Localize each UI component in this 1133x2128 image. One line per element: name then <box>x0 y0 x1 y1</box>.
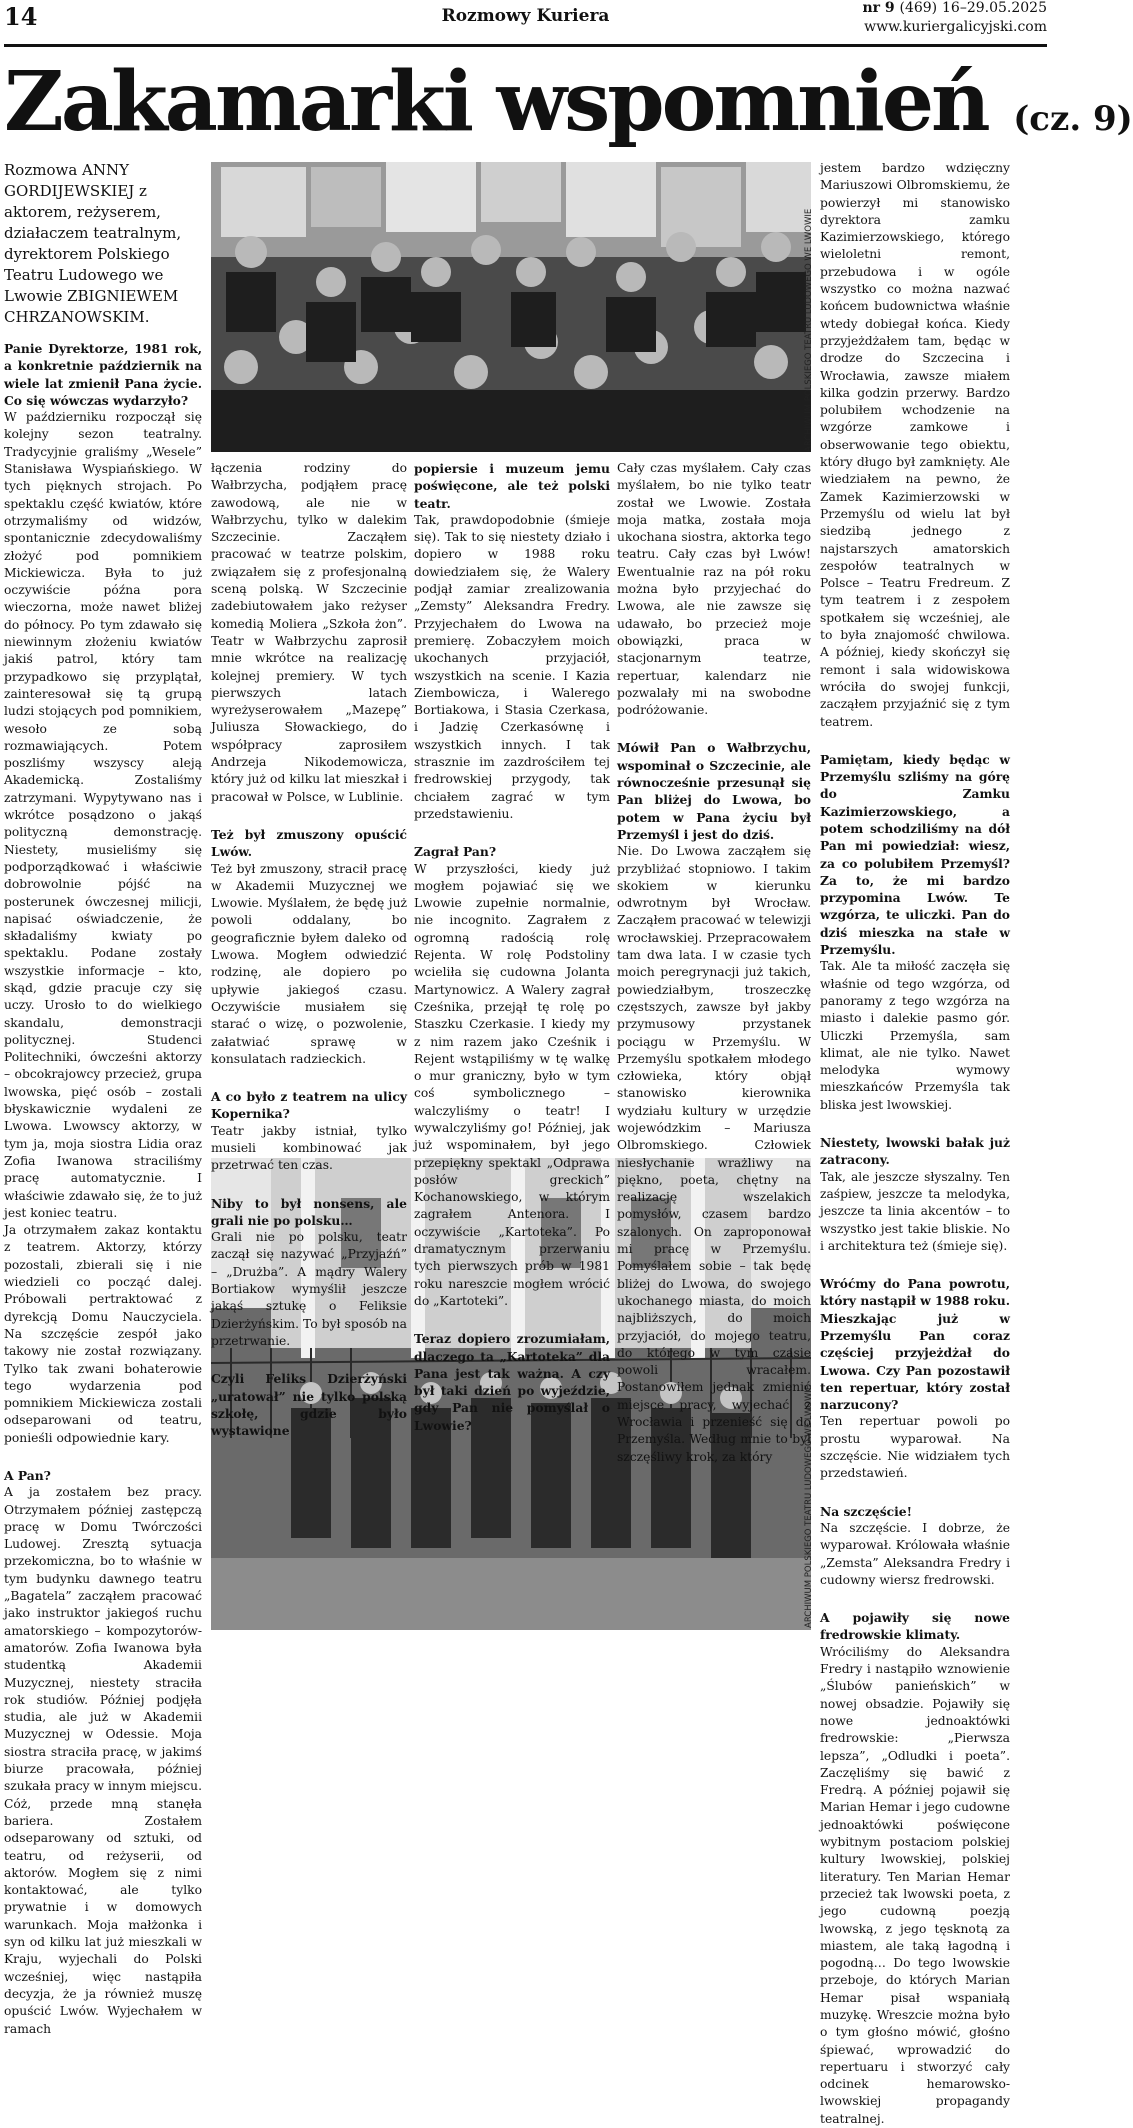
question: Panie Dyrektorze, 1981 rok, a konkretnie październik na wiele lat zmienił Pana życie. Co się wówczas wydarzyło? <box>4 341 202 408</box>
answer: A ja zostałem bez pracy. Otrzymałem później zastępczą pracę w Domu Twórczości Ludowej. Zresztą sytuacja przekomiczna, bo to właśnie w tym budynku dawnego teatru „Bagatela” zacząłem pracować jako instruktor jakiegoś ruchu amatorskiego – kompozytorów-amatorów. Zofia Iwanowa była studentką Akademii Muzycznej, niestety straciła rok studiów. Później podjęła studia, ale już w Akademii Muzycznej w Odessie. Moja siostra straciła pracę, w jakimś biurze pracowała, później szukała pracy w innym miejscu. <box>4 1485 202 1794</box>
article-title-main: Zakamarki wspomnień <box>4 54 988 150</box>
answer: Tak, ale jeszcze słyszalny. Ten zaśpiew, jeszcze ta melodyka, jeszcze ta linia akcentów – to wszystko jest takie bliskie. No i architektura też (śmieje się). <box>820 1169 1010 1253</box>
answer: Na szczęście. I dobrze, że wyparował. Królowała właśnie „Zemsta” Aleksandra Fredry i cudowny wiersz fredrowski. <box>820 1520 1010 1587</box>
column-1 <box>4 160 202 2036</box>
column-3 <box>414 460 610 1433</box>
answer: Też był zmuszony, stracił pracę w Akademii Muzycznej we Lwowie. Myślałem, że będę już powoli oddalany, bo geograficznie byłem daleko od Lwowa. Mogłem odwiedzić rodzinę, ale dopiero po upływie jakiegoś czasu. Oczywiście musiałem się starać o wizę, o pozwolenie, załatwiać sprawę w konsulatach radzieckich. <box>211 861 407 1066</box>
answer: Ten repertuar powoli po prostu wyparował. Na szczęście. Nie widziałem tych przedstawień. <box>820 1414 1010 1481</box>
question: Na szczęście! <box>820 1503 912 1519</box>
answer: Nie. Do Lwowa zacząłem się przybliżać stopniowo. I takim skokiem w kierunku odwrotnym był Wrocław. Zacząłem pracować w telewizji wrocławskiej. Przepracowałem tam dwa lata. I w czasie tych moich peregrynacji już takich, powiedziałbym, troszeczkę częstszych, zawsze był jakby przymusowy przystanek pociągu w Przemyślu. W Przemyślu spotkałem młodego człowieka, który objął stanowisko kierownika wydziału kultury w urzędzie wojewódzkim – Mariusza Olbromskiego. Człowiek niesłychanie wrażliwy na piękno, poeta, chętny na realizację wszelakich pomysłów, czasem bardzo szalonych. On zaproponował mi pracę w Przemyślu. Pomyślałem sobie – tak będę bliżej do Lwowa, do swojego ukochanego miasta, do moich najbliższych, do moich przyjaciół, do mojego teatru, do którego w tym czasie powoli wracałem. Postanowiłem jednak zmienić miejsce pracy, wyjechać z Wrocławia i przenieść się do Przemyśla. Według mnie to był szczęśliwy krok, za który <box>617 844 811 1464</box>
question: A Pan? <box>4 1468 51 1483</box>
question: A co było z teatrem na ulicy Kopernika? <box>211 1089 407 1122</box>
question: A pojawiły się nowe fredrowskie klimaty. <box>820 1610 1010 1643</box>
question: Pamiętam, kiedy będąc w Przemyślu szliśmy na górę do Zamku Kazimierzowskiego, a potem schodziliśmy na dół Pan mi powiedział: wiesz, za co polubiłem Przemyśl? Za to, że mi bardzo przypomina Lwów. Te wzgórza, te uliczki. Pan do dziś mieszka na stałe w Przemyślu. <box>820 751 1010 958</box>
article-title-part: (cz. 9) <box>1013 99 1133 139</box>
issue-info <box>862 0 1047 37</box>
question: Zagrał Pan? <box>414 844 497 860</box>
photo-credit-top: ARCHIWUM POLSKIEGO TEATRU LUDOWEGO WE LWOWIE <box>804 208 814 452</box>
question: Mówił Pan o Wałbrzychu, wspominał o Szczecinie, ale równocześnie przesunął się Pan bliżej do Lwowa, bo potem w Pana życiu był Przemyśl i jest do dziś. <box>617 740 811 842</box>
question: Niestety, lwowski bałak już zatracony. <box>820 1135 1010 1168</box>
question: Też był zmuszony opuścić Lwów. <box>211 826 407 860</box>
question: popiersie i muzeum jemu poświęcone, ale też polski teatr. <box>414 461 610 511</box>
page-header <box>4 0 1047 47</box>
answer: Wróciliśmy do Aleksandra Fredry i nastąpiło wznowienie „Ślubów panieńskich” w nowej obsadzie. Pojawiły się nowe jednoaktówki fredrowskie: „Pierwsza lepsza”, „Odludki i poeta”. Zaczęliśmy się bawić z Fredrą. A później pojawił się Marian Hemar i jego cudowne jednoaktówki poświęcone wybitnym postaciom polskiej kultury lwowskiej, polskiej literatury. Ten Marian Hemar przecież tak lwowski poeta, z jego cudowną poezją lwowską, z jego tęsknotą za miastem, ale taką łagodną i pogodną… Do tego lwowskie przeboje, do których Marian Hemar pisał wspaniałą muzykę. Wreszcie można było o tym głośno mówić, głośno śpiewać, wprowadzić do repertuaru i stworzyć cały odcinek hemarowsko-lwowskiej propagandy teatralnej. <box>820 1644 1010 2126</box>
answer: łączenia rodziny do Wałbrzycha, podjąłem pracę zawodową, ale nie w Wałbrzychu, tylko w dalekim Szczecinie. Zacząłem pracować w teatrze polskim, związałem się z profesjonalną sceną polską. W Szczecinie zadebiutowałem jako reżyser komedią Moliera „Szkoła żon”. Teatr w Wałbrzychu zaprosił mnie wkrótce na realizację kolejnej premiery. W tych pierwszych latach wyreżyserowałem „Mazepę” Juliusza Słowackiego, do współpracy zaprosiłem Andrzeja Nikodemowicza, który już od kilku lat mieszkał i pracował w Polsce, w Lublinie. <box>211 461 407 804</box>
column-2 <box>211 460 407 1439</box>
photo-theatre-group-top <box>211 162 811 452</box>
question: Wróćmy do Pana powrotu, który nastąpił w 1988 roku. Mieszkając już w Przemyślu Pan coraz częściej przyjeżdżał do Lwowa. Czy Pan pozostawił ten repertuar, który został narzucony? <box>820 1276 1010 1413</box>
answer: jestem bardzo wdzięczny Mariuszowi Olbromskiemu, że powierzył mi stanowisko dyrektora zamku Kazimierzowskiego, którego wieloletni remont, przebudowa i w ogóle wszystko co można nazwać końcem budownictwa właśnie wtedy dobiegał końca. Kiedy przyjeżdżałem tam, będąc w drodze do Szczecina i Wrocławia, zawsze miałem kilka godzin przerwy. Bardzo polubiłem wchodzenie na wzgórze zamkowe i obserwowanie tego obiektu, który długo był zamknięty. Ale wiedziałem na pewno, że Zamek Kazimierzowski w Przemyślu od wielu lat był siedzibą jednego z najstarszych amatorskich zespołów teatralnych w Polsce – Teatru Fredreum. Z tym teatrem i z zespołem spotkałem się wcześniej, ale to była znajomość chwilowa. A później, kiedy skończył się remont i sala widowiskowa wróciła do swojej funkcji, zacząłem przyjaźnić się z tym teatrem. <box>820 161 1010 729</box>
question: Czyli Feliks Dzierżyński „uratował” nie tylko polską szkołę, gdzie było wystawione <box>211 1371 407 1439</box>
answer: Teatr jakby istniał, tylko musieli kombinować jak przetrwać ten czas. <box>211 1123 407 1173</box>
column-4 <box>617 460 811 1464</box>
question: Niby to był nonsens, ale grali nie po polsku… <box>211 1195 407 1228</box>
answer: Grali nie po polsku, teatr zaczął się nazywać „Przyjaźń” – „Drużba”. A mądry Walery Bortiakow wymyślił jeszcze jakąś sztukę o Feliksie Dzierżyńskim. To był sposób na przetrwanie. <box>211 1230 407 1348</box>
issue-number: nr 9 <box>862 0 895 16</box>
photo-theatre-group-top-image <box>211 162 811 452</box>
question: Teraz dopiero zrozumiałam, dlaczego ta „Kartoteka” dla Pana jest tak ważna. A czy był taki dzień po wyjeździe, gdy Pan nie pomyślał o Lwowie? <box>414 1331 610 1433</box>
photo-credit-bottom: ARCHIWUM POLSKIEGO TEATRU LUDOWEGO WE LWOWIE <box>804 1384 814 1628</box>
article-lead: Rozmowa ANNY GORDIJEWSKIEJ z aktorem, reżyserem, działaczem teatralnym, dyrektorem Polskiego Teatru Ludowego we Lwowie ZBIGNIEWEM CHRZANOWSKIM. <box>4 161 182 326</box>
page-number: 14 <box>4 2 38 31</box>
answer: W przyszłości, kiedy już mogłem pojawiać się we Lwowie zupełnie normalnie, nie incognito. Zagrałem z ogromną radością rolę Rejenta. W rolę Podstoliny wcieliła się cudowna Jolanta Martynowicz. A Walery zagrał Cześnika, przejął tę rolę po Staszku Czerkasie. I kiedy my z nim razem jako Cześnik i Rejent wstąpiliśmy w tę walkę o mur graniczny, było w tym coś symbolicznego – walczyliśmy o teatr! I wywalczyliśmy go! Później, jak już wspominałem, był jego przepiękny spektakl „Odprawa posłów greckich” Kochanowskiego, w którym zagrałem Antenora. I oczywiście „Kartoteka”. Po dramatycznym przerwaniu tych pierwszych prób w 1981 roku nareszcie mogłem wrócić do „Kartoteki”. <box>414 861 610 1308</box>
article-title <box>4 52 1133 169</box>
website-link[interactable]: www.kuriergalicyjski.com <box>864 19 1047 35</box>
column-5 <box>820 160 1010 2126</box>
answer: Cały czas myślałem. Cały czas myślałem, bo nie tylko teatr został we Lwowie. Została moja matka, została moja ukochana siostra, aktorka tego teatru. Cały czas był Lwów! Ewentualnie raz na pół roku można było przyjechać do Lwowa, ale nie zawsze się udawało, bo przecież moje obowiązki, praca w stacjonarnym teatrze, repertuar, kalendarz nie pozwalały mi na swobodne podróżowanie. <box>617 461 811 718</box>
answer: Ja otrzymałem zakaz kontaktu z teatrem. Aktorzy, którzy pozostali, zbierali się i nie wiedzieli co począć dalej. Próbowali pertraktować z dyrekcją Domu Nauczyciela. Na szczęście zespół jako takowy nie został rozwiązany. Tylko tak zwani bohaterowie tego wydarzenia pod pomnikiem Mickiewicza zostali odseparowani od teatru, ponieśli odpowiednie kary. <box>4 1223 202 1445</box>
issue-dates: 16–29.05.2025 <box>942 0 1047 16</box>
answer: W październiku rozpoczął się kolejny sezon teatralny. Tradycyjnie graliśmy „Wesele” Stanisława Wyspiańskiego. W tych pięknych strojach. Po spektaklu część kwiatów, które otrzymaliśmy od widzów, spontanicznie zdecydowaliśmy złożyć pod pomnikiem Mickiewicza. Była to już oczywiście późna pora wieczorna, może nawet bliżej do północy. Po tym zdawało się niewinnym złożeniu kwiatów jakiś patrol, który tam przypadkowo się przyplątał, zainteresował się tą grupą ludzi stojących pod pomnikiem, wesoło ze sobą rozmawiających. Potem poszliśmy wszyscy aleją Akademicką. Zostaliśmy zatrzymani. Wypytywano nas i wkrótce posądzono o jakąś polityczną demonstrację. Niestety, musieliśmy się podporządkować i właściwie dobrowolnie pójść na posterunek ówczesnej milicji, napisać oświadczenie, że składaliśmy kwiaty po spektaklu. Podane zostały wszystkie informacje – kto, skąd, gdzie pracuje czy się uczy. Urosło to do wielkiego skandalu, demonstracji politycznej. Studenci Politechniki, ówcześni aktorzy – obcokrajowcy przecież, grupa lwowska, pięć osób – zostali błyskawicznie wydaleni ze Lwowa. Lwowscy aktorzy, w tym ja, moja siostra Lidia oraz Zofia Iwanowa straciliśmy pracę automatycznie. I właściwie zdawało się, że to już jest koniec teatru. <box>4 410 202 1220</box>
answer: Cóż, przede mną stanęła bariera. Zostałem odseparowany od sztuki, od teatru, od reżyserii, od aktorów. Mogłem się z nimi kontaktować, ale tylko prywatnie i w domowych warunkach. Moja małżonka i syn od kilku lat już mieszkali w Kraju, wyjechali do Polski wcześniej, więc nastąpiła decyzja, że ja również muszę opuścić Lwów. Wyjechałem w ramach <box>4 1796 202 2036</box>
answer: Tak, prawdopodobnie (śmieje się). Tak to się niestety działo i dopiero w 1988 roku dowiedziałem się, że Walery podjął zamiar zrealizowania „Zemsty” Aleksandra Fredry. Przyjechałem do Lwowa na premierę. Zobaczyłem moich ukochanych przyjaciół, wszystkich na scenie. I Kazia Ziembowicza, i Walerego Bortiakowa, i Stasia Czerkasa, i Jadzię Czerkasównę i wszystkich innych. I tak strasznie im zazdrościłem tej fredrowskiej przygody, tak chciałem zagrać w tym przedstawieniu. <box>414 512 610 821</box>
section-title: Rozmowy Kuriera <box>441 6 610 26</box>
answer: Tak. Ale ta miłość zaczęła się właśnie od tego wzgórza, od panoramy z tego wzgórza na miasto i dalekie pasmo gór. Uliczki Przemyśla, sam klimat, ale nie tylko. Nawet melodyka wymowy mieszkańców Przemyśla tak bliska jest lwowskiej. <box>820 959 1010 1112</box>
issue-paren: (469) <box>899 0 938 16</box>
